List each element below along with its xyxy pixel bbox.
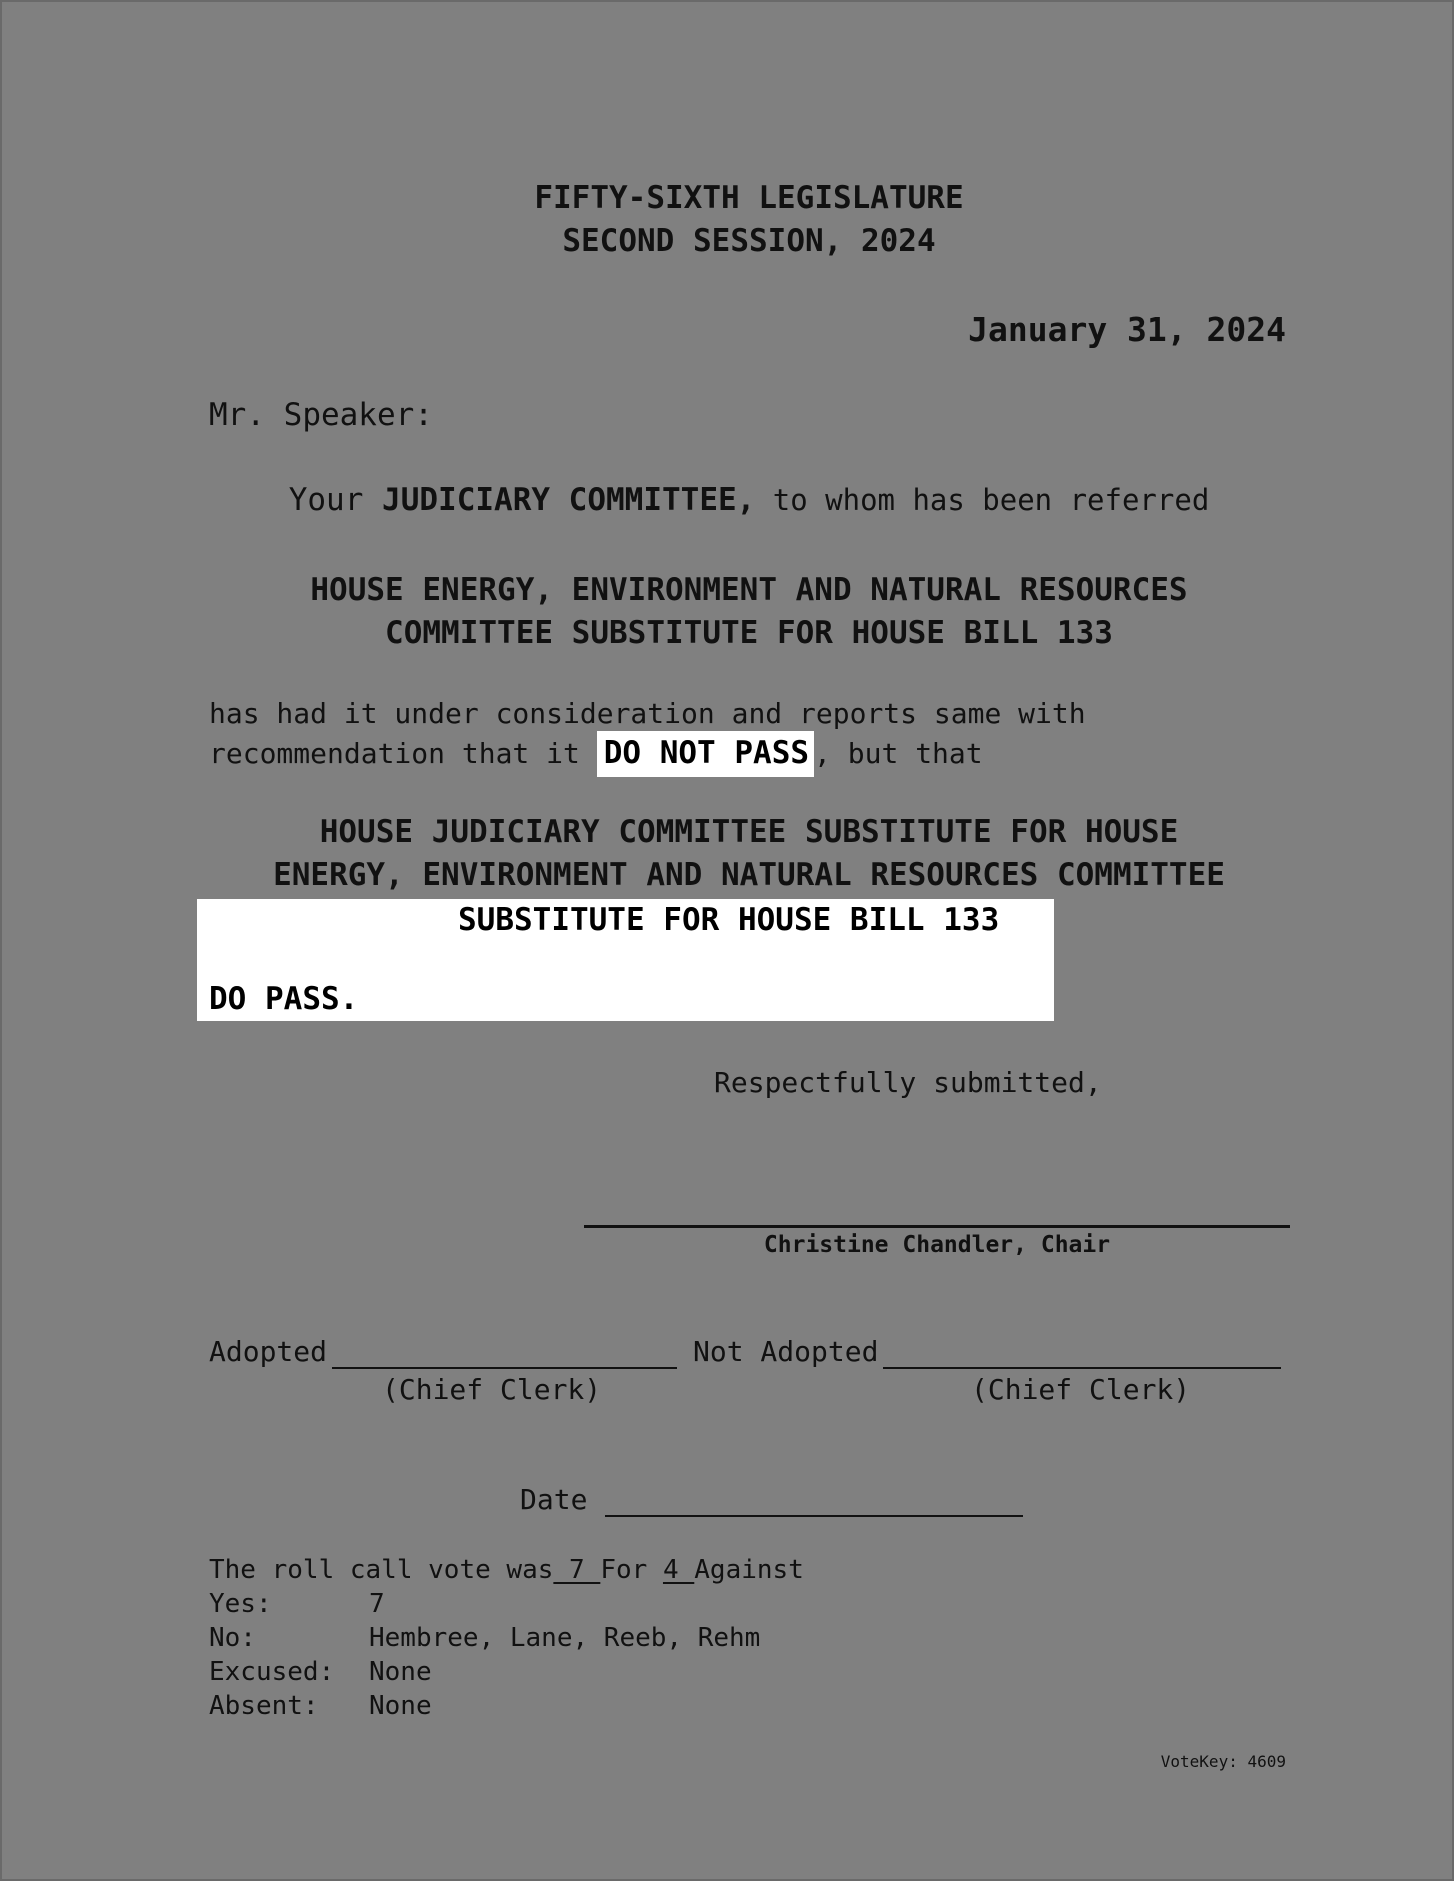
consideration-post: , but that	[814, 737, 983, 770]
absent-row	[209, 1691, 432, 1721]
yes-label: Yes:	[209, 1589, 272, 1619]
vote-key: VoteKey: 4609	[1160, 1752, 1286, 1771]
no-row	[209, 1623, 760, 1653]
bill-title-line-2: COMMITTEE SUBSTITUTE FOR HOUSE BILL 133	[385, 615, 1113, 651]
consideration-line-2	[209, 735, 983, 771]
recommendation-highlight: DO NOT PASS	[597, 731, 814, 777]
not-adopted-label: Not Adopted	[693, 1335, 879, 1368]
bill-title	[2, 569, 1454, 655]
committee-name: JUDICIARY COMMITTEE,	[382, 482, 756, 518]
no-label: No:	[209, 1623, 256, 1653]
report-date: January 31, 2024	[968, 310, 1286, 349]
closing-text: Respectfully submitted,	[714, 1066, 1102, 1099]
yes-value: 7	[369, 1589, 385, 1619]
chair-name: Christine Chandler, Chair	[763, 1232, 1111, 1258]
substitute-line-1: HOUSE JUDICIARY COMMITTEE SUBSTITUTE FOR HOUSE	[319, 814, 1179, 850]
bill-title-line-1: HOUSE ENERGY, ENVIRONMENT AND NATURAL RESOURCES	[310, 572, 1188, 608]
consideration-line-1: has had it under consideration and reports same with	[209, 697, 1086, 730]
no-value: Hembree, Lane, Reeb, Rehm	[369, 1623, 761, 1653]
signature-line	[584, 1225, 1290, 1228]
excused-value: None	[369, 1657, 432, 1687]
date-blank-line	[605, 1515, 1023, 1517]
for-label: For	[600, 1555, 663, 1585]
yes-row	[209, 1589, 385, 1619]
absent-value: None	[369, 1691, 432, 1721]
absent-label: Absent:	[209, 1691, 319, 1721]
chief-clerk-label-2: (Chief Clerk)	[971, 1373, 1191, 1406]
date-label: Date	[520, 1483, 588, 1516]
legislature-heading: FIFTY-SIXTH LEGISLATURE	[534, 180, 964, 216]
consideration-pre: recommendation that it	[209, 737, 597, 770]
salutation: Mr. Speaker:	[209, 397, 433, 433]
referral-line	[2, 482, 1454, 518]
not-adopted-blank-line	[883, 1367, 1281, 1369]
substitute-line-2: ENERGY, ENVIRONMENT AND NATURAL RESOURCES COMMITTEE	[273, 857, 1225, 893]
excused-label: Excused:	[209, 1657, 335, 1687]
substitute-line-3: SUBSTITUTE FOR HOUSE BILL 133	[458, 902, 1000, 938]
roll-call-lead: The roll call vote was	[209, 1555, 554, 1585]
against-label: Against	[694, 1555, 804, 1585]
roll-call-summary	[209, 1555, 804, 1585]
do-pass-action: DO PASS.	[209, 981, 359, 1017]
referral-tail: to whom has been referred	[755, 483, 1210, 517]
session-heading: SECOND SESSION, 2024	[562, 223, 936, 259]
adopted-label: Adopted	[209, 1335, 328, 1368]
against-count: 4	[662, 1555, 695, 1585]
chief-clerk-label-1: (Chief Clerk)	[382, 1373, 602, 1406]
excused-row	[209, 1657, 432, 1687]
adopted-blank-line	[332, 1367, 677, 1369]
referral-lead: Your	[288, 482, 383, 518]
for-count: 7	[553, 1555, 601, 1585]
